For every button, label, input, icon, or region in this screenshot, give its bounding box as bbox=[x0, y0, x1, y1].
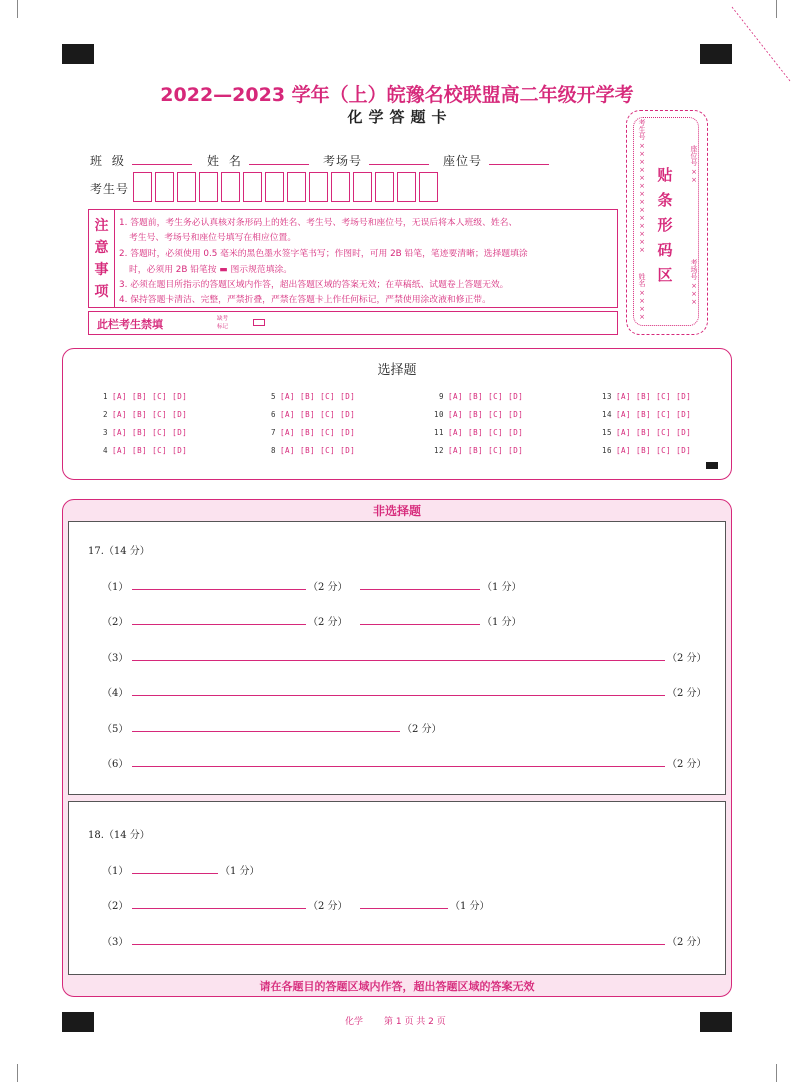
choice-item bbox=[96, 410, 187, 419]
timing-marker-small bbox=[706, 462, 718, 469]
q17-5-answer[interactable] bbox=[132, 731, 400, 732]
q17-2-score-a: （2 分） bbox=[308, 617, 348, 628]
choice-options[interactable]: [A] [B] [C] [D] bbox=[448, 446, 524, 455]
q17-3-label: （3） bbox=[102, 653, 129, 664]
barcode-id-sample: 考生号 ×××××××××××××× bbox=[638, 119, 646, 255]
choice-options[interactable]: [A] [B] [C] [D] bbox=[280, 392, 356, 401]
q18-1-label: （1） bbox=[102, 866, 129, 877]
student-id-digit-box[interactable] bbox=[397, 172, 416, 202]
choice-number: 15 bbox=[601, 428, 612, 437]
notice-line: 时，必须用 2B 铅笔按 ▬ 图示规范填涂。 bbox=[129, 265, 293, 275]
notice-heading-char: 注 bbox=[94, 218, 109, 234]
barcode-label-char: 条 bbox=[657, 191, 673, 209]
student-id-digit-box[interactable] bbox=[375, 172, 394, 202]
timing-marker bbox=[62, 1012, 94, 1032]
choice-number: 4 bbox=[102, 446, 108, 455]
choice-options[interactable]: [A] [B] [C] [D] bbox=[280, 428, 356, 437]
barcode-label-char: 码 bbox=[657, 241, 673, 259]
crop-mark bbox=[0, 0, 18, 18]
choice-number: 10 bbox=[433, 410, 444, 419]
q18-3-score: （2 分） bbox=[667, 937, 707, 948]
q17-2-answer-b[interactable] bbox=[360, 624, 480, 625]
student-id-digit-box[interactable] bbox=[419, 172, 438, 202]
student-id-digit-box[interactable] bbox=[287, 172, 306, 202]
student-id-digit-box[interactable] bbox=[331, 172, 350, 202]
cut-line bbox=[730, 5, 794, 85]
choice-options[interactable]: [A] [B] [C] [D] bbox=[616, 392, 692, 401]
choice-options[interactable]: [A] [B] [C] [D] bbox=[280, 446, 356, 455]
choice-number: 16 bbox=[601, 446, 612, 455]
choice-options[interactable]: [A] [B] [C] [D] bbox=[112, 392, 188, 401]
barcode-label-char: 区 bbox=[657, 266, 673, 284]
nonchoice-section bbox=[62, 499, 732, 997]
room-label: 考场号 bbox=[323, 154, 363, 168]
barcode-name-sample: 姓名 ×××× bbox=[638, 273, 646, 322]
choice-options[interactable]: [A] [B] [C] [D] bbox=[616, 446, 692, 455]
q17-1-answer-a[interactable] bbox=[132, 589, 306, 590]
choice-item bbox=[600, 410, 691, 419]
seat-label: 座位号 bbox=[443, 154, 483, 168]
notice-line: 考生号、考场号和座位号填写在相应位置。 bbox=[129, 233, 297, 243]
staff-only-row bbox=[88, 311, 618, 335]
notice-heading-char: 事 bbox=[94, 262, 109, 278]
timing-marker bbox=[700, 1012, 732, 1032]
student-id-digit-box[interactable] bbox=[133, 172, 152, 202]
notice-box bbox=[88, 209, 618, 308]
choice-options[interactable]: [A] [B] [C] [D] bbox=[112, 446, 188, 455]
notice-line: 2. 答题时，必须使用 0.5 毫米的黑色墨水签字笔书写；作图时，可用 2B 铅笔，笔迹要清晰；选择题填涂 bbox=[119, 249, 528, 259]
choice-options[interactable]: [A] [B] [C] [D] bbox=[616, 410, 692, 419]
choice-number: 12 bbox=[433, 446, 444, 455]
name-field[interactable] bbox=[249, 164, 309, 165]
barcode-label bbox=[655, 163, 675, 288]
choice-section-title: 选择题 bbox=[377, 363, 417, 378]
q17-2-label: （2） bbox=[102, 617, 129, 628]
q17-6-score: （2 分） bbox=[667, 759, 707, 770]
q17-4-answer[interactable] bbox=[132, 695, 665, 696]
q17-1-score-a: （2 分） bbox=[308, 582, 348, 593]
choice-item bbox=[600, 446, 691, 455]
nonchoice-section-title: 非选择题 bbox=[372, 504, 421, 518]
q17-1-answer-b[interactable] bbox=[360, 589, 480, 590]
choice-options[interactable]: [A] [B] [C] [D] bbox=[280, 410, 356, 419]
student-id-digit-box[interactable] bbox=[265, 172, 284, 202]
choice-item bbox=[264, 428, 355, 437]
choice-number: 1 bbox=[102, 392, 108, 401]
choice-item bbox=[600, 428, 691, 437]
q18-1-answer[interactable] bbox=[132, 873, 218, 874]
choice-number: 2 bbox=[102, 410, 108, 419]
choice-options[interactable]: [A] [B] [C] [D] bbox=[616, 428, 692, 437]
timing-marker bbox=[700, 44, 732, 64]
notice-heading-char: 项 bbox=[94, 284, 109, 300]
id-label: 考生号 bbox=[90, 182, 130, 196]
q18-3-answer[interactable] bbox=[132, 944, 665, 945]
choice-item bbox=[96, 446, 187, 455]
student-id-digit-box[interactable] bbox=[221, 172, 240, 202]
choice-item bbox=[264, 392, 355, 401]
choice-number: 8 bbox=[270, 446, 276, 455]
q18-2-answer-b[interactable] bbox=[360, 908, 448, 909]
choice-options[interactable]: [A] [B] [C] [D] bbox=[112, 428, 188, 437]
q17-5-score: （2 分） bbox=[402, 724, 442, 735]
student-id-digit-box[interactable] bbox=[309, 172, 328, 202]
choice-item bbox=[432, 410, 523, 419]
page-subtitle: 化学答题卡 bbox=[347, 108, 453, 126]
name-label: 姓 名 bbox=[207, 154, 244, 168]
timing-marker bbox=[62, 44, 94, 64]
question-18-box bbox=[68, 801, 726, 975]
choice-options[interactable]: [A] [B] [C] [D] bbox=[448, 392, 524, 401]
q17-4-label: （4） bbox=[102, 688, 129, 699]
student-id-digit-box[interactable] bbox=[243, 172, 262, 202]
absent-mark-box[interactable] bbox=[253, 319, 265, 326]
q18-2-score-a: （2 分） bbox=[308, 901, 348, 912]
q18-2-answer-a[interactable] bbox=[132, 908, 306, 909]
choice-item bbox=[96, 392, 187, 401]
choice-item bbox=[432, 428, 523, 437]
barcode-label-char: 贴 bbox=[657, 166, 673, 184]
choice-number: 9 bbox=[438, 392, 444, 401]
choice-options[interactable]: [A] [B] [C] [D] bbox=[112, 410, 188, 419]
q17-2-answer-a[interactable] bbox=[132, 624, 306, 625]
page-title: 2022—2023 学年（上）皖豫名校联盟高二年级开学考 bbox=[160, 84, 634, 106]
absent-mark-label: 标记 bbox=[217, 324, 229, 330]
choice-item bbox=[600, 392, 691, 401]
q17-1-score-b: （1 分） bbox=[482, 582, 522, 593]
choice-number: 14 bbox=[601, 410, 612, 419]
notice-heading-char: 意 bbox=[94, 240, 109, 256]
question-17-heading: 17.（14 分） bbox=[88, 546, 150, 557]
room-field[interactable] bbox=[369, 164, 429, 165]
barcode-room-sample: 考场号 ××× bbox=[690, 259, 698, 307]
footer-subject: 化学 bbox=[345, 1017, 364, 1027]
answer-area-warning: 请在各题目的答题区域内作答，超出答题区域的答案无效 bbox=[259, 980, 535, 993]
crop-mark bbox=[776, 1064, 794, 1082]
student-id-digit-box[interactable] bbox=[177, 172, 196, 202]
student-id-digit-box[interactable] bbox=[155, 172, 174, 202]
choice-item bbox=[264, 410, 355, 419]
choice-item bbox=[96, 428, 187, 437]
q18-2-label: （2） bbox=[102, 901, 129, 912]
barcode-label-char: 形 bbox=[657, 216, 673, 234]
choice-number: 7 bbox=[270, 428, 276, 437]
choice-number: 6 bbox=[270, 410, 276, 419]
q17-6-answer[interactable] bbox=[132, 766, 665, 767]
choice-options[interactable]: [A] [B] [C] [D] bbox=[448, 428, 524, 437]
student-id-digit-box[interactable] bbox=[353, 172, 372, 202]
student-id-digit-box[interactable] bbox=[199, 172, 218, 202]
question-17-box bbox=[68, 521, 726, 795]
notice-line: 3. 必须在题目所指示的答题区域内作答，超出答题区域的答案无效；在草稿纸、试题卷上答题无效。 bbox=[119, 280, 509, 290]
q17-1-label: （1） bbox=[102, 582, 129, 593]
choice-number: 11 bbox=[433, 428, 444, 437]
choice-item bbox=[432, 392, 523, 401]
notice-line: 4. 保持答题卡清洁、完整，严禁折叠，严禁在答题卡上作任何标记，严禁使用涂改液和修正带。 bbox=[119, 295, 491, 305]
notice-heading bbox=[89, 210, 115, 307]
notice-line: 1. 答题前，考生务必认真核对条形码上的姓名、考生号、考场号和座位号，无误后将本人班级、姓名、 bbox=[119, 218, 518, 228]
q18-3-label: （3） bbox=[102, 937, 129, 948]
q17-3-answer[interactable] bbox=[132, 660, 665, 661]
seat-field[interactable] bbox=[489, 164, 549, 165]
choice-number: 13 bbox=[601, 392, 612, 401]
choice-number: 3 bbox=[102, 428, 108, 437]
q18-2-score-b: （1 分） bbox=[450, 901, 490, 912]
class-field[interactable] bbox=[132, 164, 192, 165]
crop-mark bbox=[0, 1064, 18, 1082]
footer-page-number: 第 1 页 共 2 页 bbox=[384, 1017, 446, 1027]
q17-3-score: （2 分） bbox=[667, 653, 707, 664]
q17-6-label: （6） bbox=[102, 759, 129, 770]
question-18-heading: 18.（14 分） bbox=[88, 830, 150, 841]
absent-mark-label: 缺考 bbox=[217, 316, 229, 322]
q17-5-label: （5） bbox=[102, 724, 129, 735]
staff-only-label: 此栏考生禁填 bbox=[97, 318, 163, 331]
q17-4-score: （2 分） bbox=[667, 688, 707, 699]
q18-1-score: （1 分） bbox=[220, 866, 260, 877]
choice-options[interactable]: [A] [B] [C] [D] bbox=[448, 410, 524, 419]
class-label: 班 级 bbox=[90, 154, 127, 168]
barcode-area bbox=[626, 110, 708, 335]
choice-item bbox=[264, 446, 355, 455]
choice-number: 5 bbox=[270, 392, 276, 401]
choice-section bbox=[62, 348, 732, 480]
q17-2-score-b: （1 分） bbox=[482, 617, 522, 628]
barcode-seat-sample: 座位号 ×× bbox=[690, 145, 698, 185]
choice-item bbox=[432, 446, 523, 455]
